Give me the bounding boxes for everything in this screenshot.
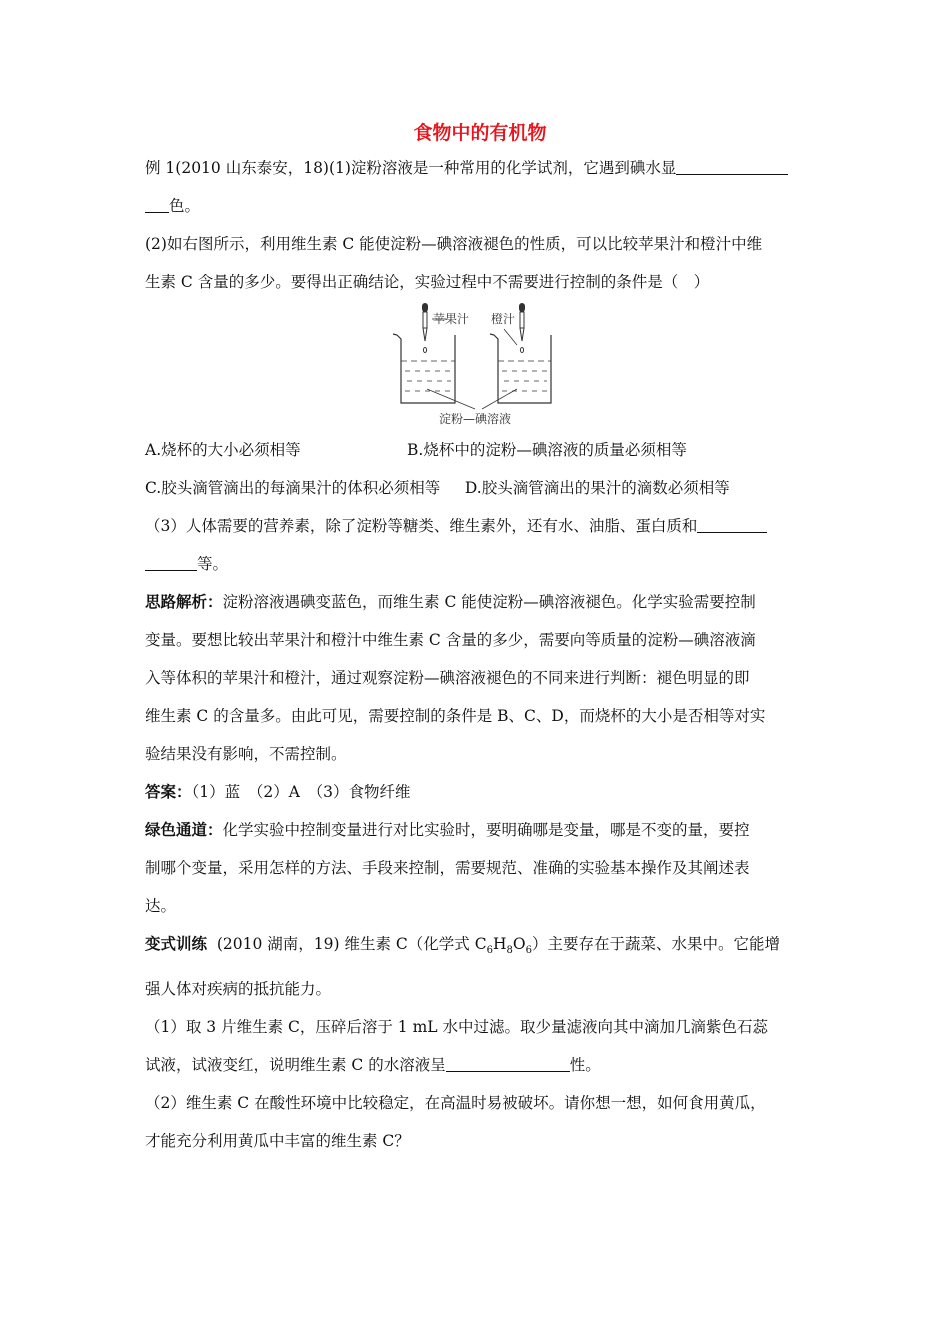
variant-text-pre: (2010 湖南，19) 维生素 C（化学式 C (216, 935, 487, 953)
q3-end: 等。 (197, 555, 229, 573)
orange-juice-dropper (519, 303, 525, 353)
options-row-cd (145, 469, 815, 507)
q2-line1: (2)如右图所示，利用维生素 C 能使淀粉—碘溶液褪色的性质，可以比较苹果汁和橙汁中维 (145, 235, 763, 253)
variant-p1-line2 (145, 1046, 815, 1084)
variant-p1-post: 性。 (569, 1056, 601, 1075)
formula-sub-c: 6 (486, 945, 493, 957)
analysis-line4: 维生素 C 的含量多。由此可见，需要控制的条件是 B、C、D，而烧杯的大小是否相等对实 (145, 707, 766, 725)
variant-p1-pre: 试液，试液变红，说明维生素 C 的水溶液呈 (145, 1056, 446, 1075)
variant-line1 (145, 925, 815, 970)
formula-h: H (492, 935, 507, 953)
analysis-text-1: 淀粉溶液遇碘变蓝色，而维生素 C 能使淀粉—碘溶液褪色。化学实验需要控制 (222, 593, 756, 611)
document-page (145, 118, 815, 1160)
q1-text: 例 1(2010 山东泰安，18)(1)淀粉溶液是一种常用的化学试剂，它遇到碘水显 (145, 159, 677, 177)
analysis-label: 思路解析： (145, 593, 223, 611)
q1-line2 (145, 187, 815, 225)
formula-sub-o: 6 (525, 945, 532, 957)
variant-p2-line1: （2）维生素 C 在酸性环境中比较稳定，在高温时易被破坏。请你想一想，如何食用黄瓜， (145, 1094, 766, 1113)
analysis-line3: 入等体积的苹果汁和橙汁，通过观察淀粉—碘溶液褪色的不同来进行判断：褪色明显的即 (145, 669, 750, 687)
q1-end: 色。 (169, 197, 201, 215)
q3-line1 (145, 507, 815, 545)
variant-line2: 强人体对疾病的抵抗能力。 (145, 980, 332, 999)
green-line1 (145, 811, 815, 849)
green-line3: 达。 (145, 897, 177, 915)
variant-label: 变式训练 (145, 935, 208, 953)
answer-blank-1b (145, 194, 169, 213)
q3-line2 (145, 545, 815, 583)
answer-blank-variant (446, 1053, 570, 1072)
option-b: B.烧杯中的淀粉—碘溶液的质量必须相等 (407, 441, 687, 459)
analysis-line5: 验结果没有影响，不需控制。 (145, 745, 347, 763)
analysis-line2: 变量。要想比较出苹果汁和橙汁中维生素 C 含量的多少，需要向等质量的淀粉—碘溶液滴 (145, 631, 756, 649)
apple-juice-label: 苹果汁 (433, 312, 470, 326)
answer-blank-3b (145, 552, 197, 571)
beaker-diagram (387, 301, 557, 427)
answer-label: 答案： (145, 783, 192, 801)
variant-p2-line2: 才能充分利用黄瓜中丰富的维生素 C？ (145, 1132, 410, 1151)
q3-text: （3）人体需要的营养素，除了淀粉等糖类、维生素外，还有水、油脂、蛋白质和 (145, 517, 698, 535)
option-d: D.胶头滴管滴出的果汁的滴数必须相等 (464, 479, 730, 497)
answer-blank-3a (697, 514, 767, 533)
answer-line (145, 773, 815, 811)
left-beaker (393, 334, 455, 403)
right-beaker (490, 334, 551, 403)
orange-juice-label: 橙汁 (491, 312, 516, 326)
green-line2: 制哪个变量，采用怎样的方法、手段来控制，需要规范、准确的实验基本操作及其阐述表 (145, 859, 750, 877)
q1-line1 (145, 149, 815, 187)
green-label: 绿色通道： (145, 821, 223, 839)
formula-o: O (512, 935, 526, 953)
green-text-1: 化学实验中控制变量进行对比实验时，要明确哪是变量，哪是不变的量，要控 (222, 821, 750, 839)
options-row-ab (145, 431, 815, 469)
experiment-figure (145, 301, 815, 427)
answer-blank-1a (676, 156, 788, 175)
variant-text-post: ）主要存在于蔬菜、水果中。它能增 (531, 935, 780, 953)
q2-line2: 生素 C 含量的多少。要得出正确结论，实验过程中不需要进行控制的条件是（ ） (145, 273, 710, 291)
option-a: A.烧杯的大小必须相等 (145, 441, 301, 459)
answer-text: （1）蓝 （2）A （3）食物纤维 (191, 783, 411, 801)
option-c: C.胶头滴管滴出的每滴果汁的体积必须相等 (145, 479, 441, 497)
analysis-line1 (145, 583, 815, 621)
formula-sub-h: 8 (506, 945, 513, 957)
variant-p1-line1: （1）取 3 片维生素 C，压碎后溶于 1 mL 水中过滤。取少量滤液向其中滴加几滴紫色石蕊 (145, 1018, 768, 1037)
page-title: 食物中的有机物 (413, 122, 547, 144)
apple-juice-dropper (422, 303, 428, 353)
starch-iodine-label: 淀粉—碘溶液 (438, 412, 512, 426)
